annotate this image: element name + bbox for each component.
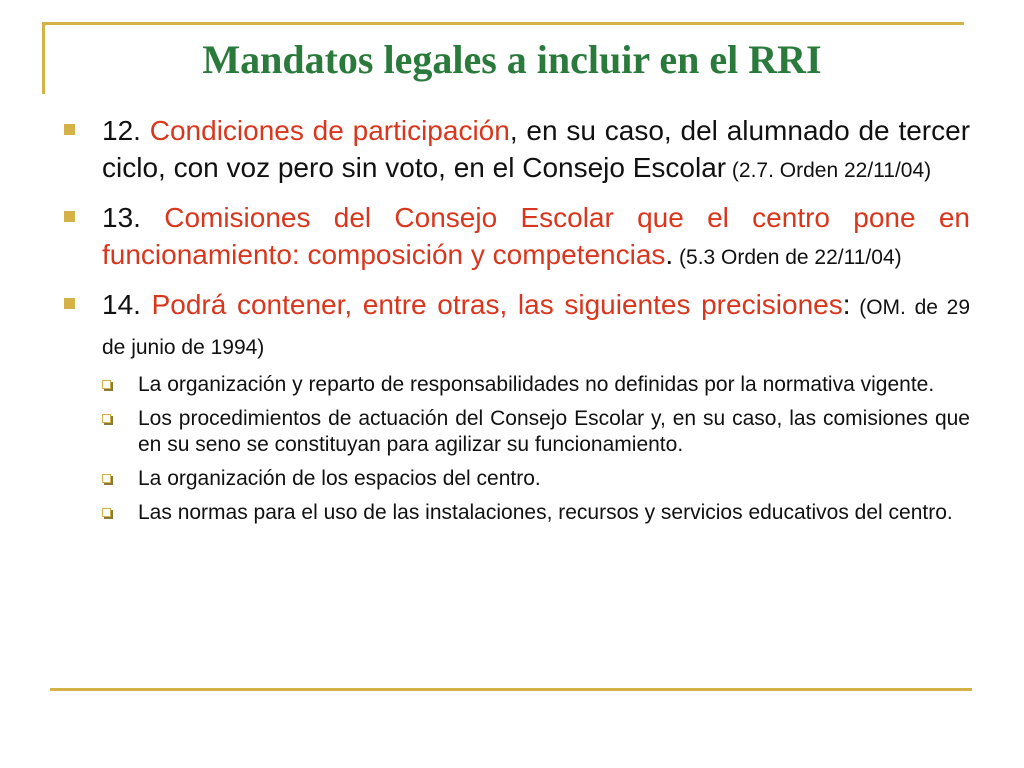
item-number: 12. [102,115,150,146]
sub-bullet-item [102,372,970,398]
item-reference: (2.7. Orden 22/11/04) [726,159,932,182]
shadowed-box-bullet-icon [102,508,111,517]
sub-bullet-text: La organización de los espacios del centro. [138,467,541,490]
sub-bullet-item [102,500,970,526]
slide-content [60,112,970,536]
item-highlight: Condiciones de participación [149,115,510,146]
sub-bullet-item [102,406,970,458]
shadowed-box-bullet-icon [102,414,111,423]
bottom-border-line [50,688,972,691]
shadowed-box-bullet-icon [102,380,111,389]
bullet-item-12 [60,112,970,189]
item-body: : [842,289,851,320]
square-bullet-icon [64,124,75,135]
square-bullet-icon [64,211,75,222]
slide-title: Mandatos legales a incluir en el RRI [202,37,822,82]
item-highlight: Comisiones del Consejo Escolar que el centro pone en funcionamiento: composición y competencias [102,202,971,270]
square-bullet-icon [64,298,75,309]
top-border-line [42,22,964,25]
bullet-item-14 [60,286,970,526]
item-body: , en su caso, del alumnado de tercer ciclo, con voz pero sin voto, en el Consejo Escolar [102,115,971,183]
bullet-item-13 [60,199,970,276]
sub-bullet-item [102,466,970,492]
item-number: 13. [102,202,165,233]
shadowed-box-bullet-icon [102,474,111,483]
item-number: 14. [102,289,152,320]
sub-bullet-list [102,372,970,526]
item-reference: (OM. de 29 de junio de 1994) [102,296,970,359]
item-highlight: Podrá contener, entre otras, las siguientes precisiones [151,289,843,320]
sub-bullet-text: Las normas para el uso de las instalaciones, recursos y servicios educativos del centro. [138,501,953,524]
sub-bullet-text: Los procedimientos de actuación del Consejo Escolar y, en su caso, las comisiones que en su seno se constituyan para agilizar su funcionamiento. [138,407,970,456]
item-reference: (5.3 Orden de 22/11/04) [673,246,902,269]
item-body: . [665,239,674,270]
sub-bullet-text: La organización y reparto de responsabilidades no definidas por la normativa vigente. [138,373,935,396]
